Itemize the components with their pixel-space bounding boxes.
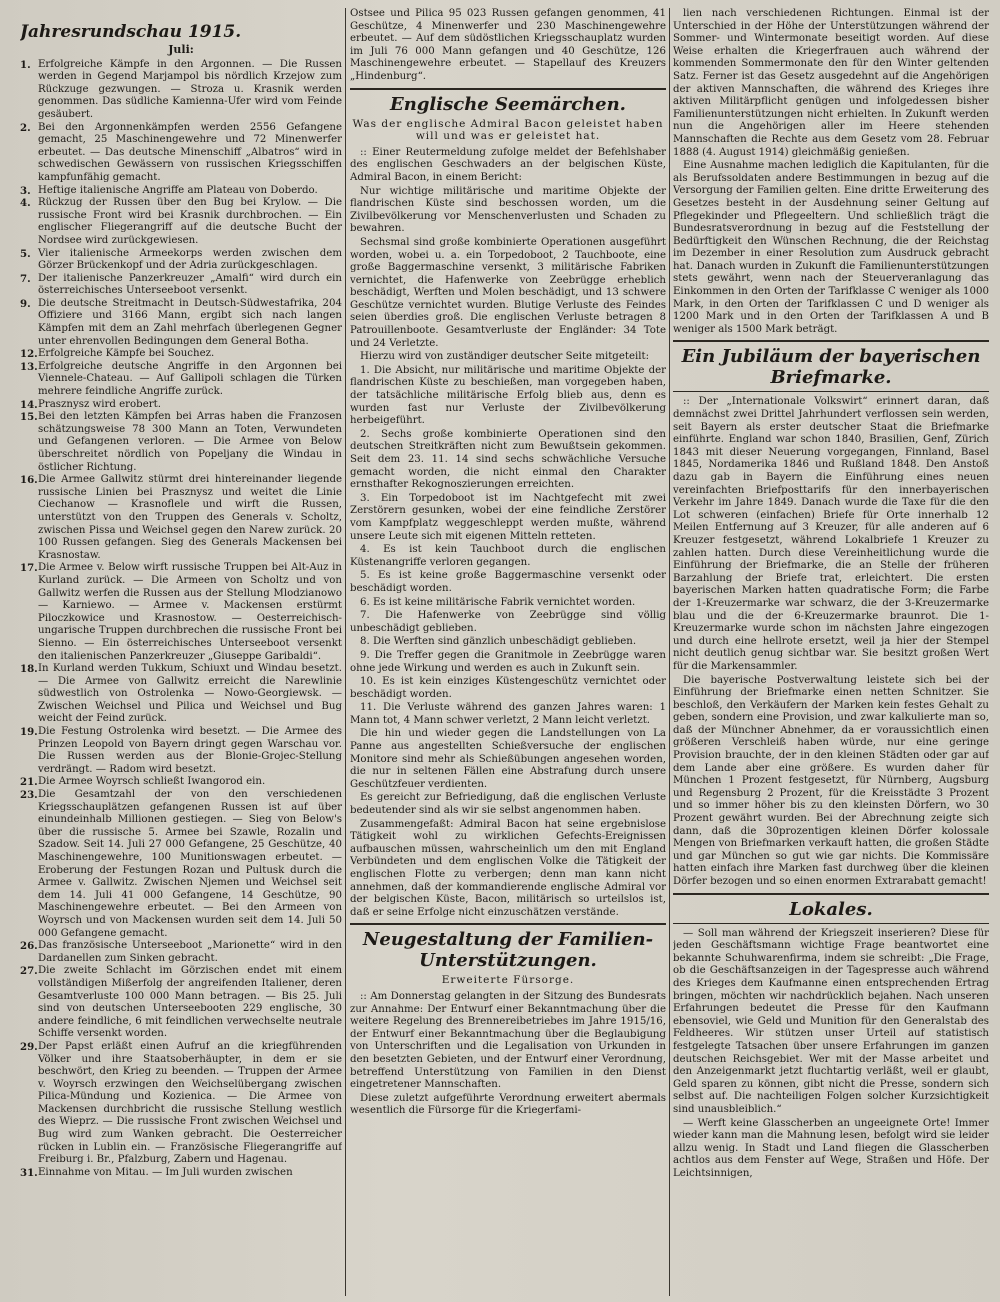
paragraph: 11. Die Verluste während des ganzen Jahres waren: 1 Mann tot, 4 Mann schwer verletzt, 2 Mann leicht verletzt. bbox=[350, 702, 666, 726]
subheadline: Erweiterte Fürsorge. bbox=[441, 974, 575, 987]
chronicle-item bbox=[20, 273, 342, 298]
chronicle-item bbox=[20, 940, 342, 965]
section-divider bbox=[350, 923, 666, 925]
paragraph: 8. Die Werften sind gänzlich unbeschädigt geblieben. bbox=[360, 636, 637, 648]
section-divider bbox=[673, 391, 989, 392]
section-divider bbox=[673, 340, 989, 342]
paragraph: :: Der „Internationale Volkswirt“ erinnert daran, daß demnächst zwei Drittel Jahrhundert verflossen sein werden, seit Bayern als erster deutscher Staat die Briefmarke einführte. England war schon 1840, Brasilien, Genf, Zürich 1843 mit dieser Neuerung vorgegangen, Finnland, Basel 1845, Nordamerika 1846 und Rußland 1848. Den Anstoß dazu gab in Bayern die Einführung eines neuen vereinfachten Briefposttarifs für den innerbayerischen Verkehr im Jahre 1849. Danach wurde die Taxe für die den Lot schweren (einfachen) Briefe für Orte innerhalb 12 Meilen Entfernung auf 3 Kreuzer, für alle anderen auf 6 Kreuzer festgesetzt, während Lokalbriefe 1 Kreuzer zu zahlen hatten. Durch diese Vereinheitlichung wurde die Einführung der Briefmarke, die an Stelle der früheren Barzahlung der Briefe trat, erleichtert. Die ersten bayerischen Marken hatten quadratische Form; die Farbe der 1-Kreuzermarke war schwarz, die der 3-Kreuzermarke blau und die der 6-Kreuzermarke braunrot. Die 1-Kreuzermarke wurde schon im nächsten Jahre eingezogen und durch eine hellrote ersetzt, weil ja hier der Stempel nicht deutlich genug sichtbar war. Sie besitzt großen Wert für die Markensammler. bbox=[673, 396, 989, 672]
chronicle-item bbox=[20, 122, 342, 185]
chronicle-item bbox=[20, 965, 342, 1041]
item-number: 17. bbox=[20, 562, 38, 575]
column-right bbox=[673, 8, 989, 1296]
paragraph: Nur wichtige militärische und maritime Objekte der flandrischen Küste sind beschossen worden, um die Zivilbevölkerung vor Menschenverlusten und Schaden zu bewahren. bbox=[350, 185, 666, 235]
paragraph: — Soll man während der Kriegszeit inserieren? Diese für jeden Geschäftsmann wichtige Frage beantwortet eine bekannte Schuhwarenfirma, indem sie schreibt: „Die Frage, ob die Geschäftsanzeigen in der Tagespresse auch während des Krieges dem Kaufmanne einen entsprechenden Ertrag bringen, möchten wir nachdrücklich bejahen. Nach unseren Erfahrungen bedeutet die Presse für den Kaufmann ebensoviel, wie Geld und Munition für den Generalstab des Feldheeres. Wir stützen unser Urteil auf statistisch festgelegte Tatsachen über unsere Erfahrungen im ganzen deutschen Reichsgebiet. Wer mit der Masse arbeitet und den Anzeigenmarkt jetzt fluchtartig verläßt, weil er glaubt, Geld sparen zu können, gibt nicht die Presse, sondern sich selbst auf. Die nachteiligen Folgen solcher Kurzsichtigkeit sind unausbleiblich.“ bbox=[673, 927, 989, 1115]
item-number: 23. bbox=[20, 789, 38, 802]
article-body bbox=[673, 928, 989, 1181]
chronicle-item bbox=[20, 197, 342, 247]
item-number: 21. bbox=[20, 776, 38, 789]
item-number: 2. bbox=[20, 121, 31, 134]
item-text: Die Armee v. Below wirft russische Truppen bei Alt-Auz in Kurland zurück. — Die Armeen von Scholtz und von Gallwitz werfen die Russen aus der Stellung Mlodzianowo — Karniewo. — Armee v. Mackensen erstürmt Piloczkowice und Krasnostow. — Oesterreichisch-ungarische Truppen durchbrechen die russische Front bei Sienno. — Ein österreichisches Unterseeboot versenkt den italienischen Panzerkreuzer „Giuseppe Garibaldi“. bbox=[38, 562, 342, 662]
item-number: 27. bbox=[20, 965, 38, 978]
item-text: Die deutsche Streitmacht in Deutsch-Südwestafrika, 204 Offiziere und 3166 Mann, ergibt sich nach langen Kämpfen mit dem an Zahl mehrfach überlegenen Gegner unter ehrenvollen Bedingungen dem General Botha. bbox=[38, 297, 342, 347]
chronicle-item bbox=[20, 348, 342, 361]
item-text: Die zweite Schlacht im Görzischen endet mit einem vollständigen Mißerfolg der angreifenden Italiener, deren Gesamtverluste 100 000 Mann betragen. — Bis 25. Juli sind von deutschen Unterseebooten 229 englische, 30 andere feindliche, 6 mit feindlichen verwechselte neutrale Schiffe versenkt worden. bbox=[38, 965, 342, 1040]
paragraph: Sechsmal sind große kombinierte Operationen ausgeführt worden, wobei u. a. ein Torpedoboot, 2 Tauchboote, eine große Baggermaschine versenkt, 3 militärische Fabriken vernichtet, die Hafenwerke von Zeebrügge erheblich beschädigt, Werften und Molen beschädigt, und 13 schwere Geschütze vernichtet wurden. Blutige Verluste des Feindes seien überdies groß. Die englischen Verluste betragen 8 Patrouillenboote. Gesamtverluste der Engländer: 34 Tote und 24 Verletzte. bbox=[350, 236, 666, 349]
item-text: Rückzug der Russen über den Bug bei Krylow. — Die russische Front wird bei Krasnik durchbrochen. — Ein englischer Fliegerangriff auf die deutsche Bucht der Nordsee wird zurückgewiesen. bbox=[38, 197, 342, 246]
item-text: Heftige italienische Angriffe am Plateau von Doberdo. bbox=[38, 184, 318, 196]
item-text: Die Festung Ostrolenka wird besetzt. — Die Armee des Prinzen Leopold von Bayern dringt gegen Warschau vor. Die Russen werden aus der Blonie-Grojec-Stellung verdrängt. — Radom wird besetzt. bbox=[38, 726, 342, 775]
paragraph: Es gereicht zur Befriedigung, daß die englischen Verluste bedeutender sind als wir sie selbst angenommen haben. bbox=[350, 792, 666, 817]
headline-englische-seemaerchen: Englische Seemärchen. bbox=[390, 93, 626, 115]
paragraph: 7. Die Hafenwerke von Zeebrügge sind völlig unbeschädigt geblieben. bbox=[350, 610, 666, 634]
item-number: 7. bbox=[20, 272, 31, 285]
item-number: 18. bbox=[20, 663, 38, 676]
column-middle bbox=[350, 8, 666, 1296]
item-number: 31. bbox=[20, 1166, 38, 1179]
chronicle-item bbox=[20, 361, 342, 399]
paragraph: Diese zuletzt aufgeführte Verordnung erweitert abermals wesentlich die Fürsorge für die Kriegerfami- bbox=[350, 1092, 666, 1117]
paragraph: 4. Es ist kein Tauchboot durch die englischen Küstenangriffe verloren gegangen. bbox=[350, 544, 666, 568]
article-body bbox=[350, 147, 666, 920]
chronicle-item bbox=[20, 726, 342, 776]
item-text: Das französische Unterseeboot „Marionette“ wird in den Dardanellen zum Sinken gebracht. bbox=[38, 940, 342, 964]
item-number: 5. bbox=[20, 247, 31, 260]
item-number: 9. bbox=[20, 297, 31, 310]
column-left bbox=[20, 8, 342, 1296]
item-number: 3. bbox=[20, 184, 31, 197]
item-number: 29. bbox=[20, 1040, 38, 1053]
item-number: 1. bbox=[20, 58, 31, 71]
item-text: Der Papst erläßt einen Aufruf an die kriegführenden Völker und ihre Staatsoberhäupter, in dem er sie beschwört, den Krieg zu beenden. — Truppen der Armee v. Woyrsch erzwingen den Weichselübergang zwischen Pilica-Mündung und Kozienica. — Die Armee von Mackensen durchbricht die russische Stellung westlich des Wieprz. — Die russische Front zwischen Weichsel und Bug wird zum Wanken gebracht. Die Oesterreicher rücken in Lublin ein. — Französische Fliegerangriffe auf Freiburg i. Br., Pfalzburg, Zabern und Hagenau. bbox=[38, 1040, 342, 1166]
paragraph: 5. Es ist keine große Baggermaschine versenkt oder beschädigt worden. bbox=[350, 570, 666, 594]
item-number: 12. bbox=[20, 348, 38, 361]
item-number: 19. bbox=[20, 726, 38, 739]
paragraph: Die hin und wieder gegen die Landstellungen von La Panne aus angestellten Schießversuche der englischen Monitore sind mehr als Schießübungen angesehen worden, die nur in seltenen Fällen eine Abstrafung durch unsere Geschützfeuer verdienten. bbox=[350, 728, 666, 790]
item-text: Erfolgreiche Kämpfe bei Souchez. bbox=[38, 348, 215, 360]
item-text: Die Gesamtzahl der von den verschiedenen Kriegsschauplätzen gefangenen Russen ist auf über einundeinhalb Millionen gestiegen. — Sieg von Below's über die russische 5. Armee bei Szawle, Rozalin und Szadow. Seit 14. Juli 27 000 Gefangene, 25 Geschütze, 40 Maschinengewehre, 100 Munitionswagen erbeutet. — Eroberung der Festungen Rozan und Pultusk durch die Armee v. Gallwitz. Zwischen Njemen und Weichsel seit dem 14. Juli 41 000 Gefangene, 14 Geschütze, 90 Maschinengewehre erbeutet. — Bei den Armeen von Woyrsch und von Mackensen wurden seit dem 14. Juli 50 000 Gefangene gemacht. bbox=[38, 789, 342, 939]
item-text: Einnahme von Mitau. — Im Juli wurden zwischen bbox=[38, 1166, 293, 1178]
item-text: Erfolgreiche Kämpfe in den Argonnen. — Die Russen werden in Gegend Marjampol bis nördlich Krzejow zum Rückzuge gezwungen. — Stroza u. Krasnik werden genommen. Das südliche Kamienna-Ufer wird vom Feinde gesäubert. bbox=[38, 58, 342, 120]
item-text: Die Armee Gallwitz stürmt drei hintereinander liegende russische Linien bei Prasznysz und weitet die Linie Ciechanow — Krasnoflele und wirft die Russen, unterstützt von den Truppen des Generals v. Scholtz, zwischen Pissa und Weichsel gegen den Narew zurück. 20 100 Russen gefangen. Sieg des Generals Mackensen bei Krasnostaw. bbox=[38, 474, 342, 561]
section-divider bbox=[673, 923, 989, 924]
item-text: Der italienische Panzerkreuzer „Amalfi“ wird durch ein österreichisches Unterseeboot versenkt. bbox=[38, 272, 342, 297]
chronicle-item bbox=[20, 776, 342, 789]
article-body bbox=[673, 396, 989, 888]
item-text: Bei den Argonnenkämpfen werden 2556 Gefangene gemacht, 25 Maschinengewehre und 72 Minenwerfer erbeutet. — Das deutsche Minenschiff „Albatros“ wird in schwedischen Gewässern von russischen Kriegsschiffen kampfunfähig gemacht. bbox=[38, 121, 342, 183]
paragraph: Zusammengefaßt: Admiral Bacon hat seine ergebnislose Tätigkeit wohl zu wirklichen Gefechts-Ereignissen aufbauschen müssen, wahrscheinlich um den mit England Verbündeten und dem englischen Volke die Tätigkeit der englischen Flotte zu verbergen; denn man kann nicht annehmen, daß der kommandierende englische Admiral vor der belgischen Küste, Bacon, militärisch so urteilslos ist, daß er seine Erfolge nicht einzuschätzen verstände. bbox=[350, 818, 666, 918]
subheadline: Was der englische Admiral Bacon geleistet haben will und was er geleistet hat. bbox=[352, 117, 664, 143]
item-number: 4. bbox=[20, 197, 31, 210]
month-heading: Juli: bbox=[168, 43, 194, 56]
paragraph: Eine Ausnahme machen lediglich die Kapitulanten, für die als Berufssoldaten andere Bestimmungen in bezug auf die Versorgung der Familien gelten. Eine dritte Erweiterung des Gesetzes besteht in der Ausdehnung seiner Geltung auf Pflegekinder und Pflegeeltern. Und schließlich trägt die Bundesratsverordnung in bezug auf die Feststellung der Bedürftigkeit den Wünschen Rechnung, die der Reichstag im Dezember in einer Resolution zum Ausdruck gebracht hat. Danach wurden in Zukunft die Familienunterstützungen stets gewährt, wenn nach der Steuerveranlagung das Einkommen in den Orten der Tarifklasse C weniger als 1000 Mark, in den Orten der Tarifklassen C und D weniger als 1200 Mark und in den Orten der Tarifklassen A und B weniger als 1500 Mark beträgt. bbox=[673, 160, 989, 335]
item-number: 16. bbox=[20, 474, 38, 487]
item-text: Bei den letzten Kämpfen bei Arras haben die Franzosen schätzungsweise 78 300 Mann an Toten, Verwundeten und Gefangenen verloren. — Die Armee von Below überschreitet nördlich von Popeljany die Windau in östlicher Richtung. bbox=[38, 411, 342, 473]
chronicle-item bbox=[20, 1167, 342, 1180]
chronicle-item bbox=[20, 789, 342, 940]
paragraph: 1. Die Absicht, nur militärische und maritime Objekte der flandrischen Küste zu beschießen, man vorgegeben haben, der tatsächliche militärische Erfolg blieb aus, denn es wurden fast nur Verluste der Zivilbevölkerung herbeigeführt. bbox=[350, 364, 666, 427]
paragraph: 10. Es ist kein einziges Küstengeschütz vernichtet oder beschädigt worden. bbox=[350, 676, 666, 700]
item-text: In Kurland werden Tukkum, Schiuxt und Windau besetzt. — Die Armee von Gallwitz erreicht die Narewlinie südwestlich von Ostrolenka — Nowo-Georgiewsk. — Zwischen Weichsel und Pilica und Weichsel und Bug weicht der Feind zurück. bbox=[38, 663, 342, 725]
chronicle-item bbox=[20, 399, 342, 412]
paragraph: lien nach verschiedenen Richtungen. Einmal ist der Unterschied in der Höhe der Unterstützungen während der Sommer- und Wintermonate beseitigt worden. Auf diese Weise erhalten die Kriegerfrauen auch während der kommenden Sommermonate den für den Winter geltenden Satz. Ferner ist das Gesetz ausgedehnt auf die Angehörigen der aktiven Mannschaften, die während des Krieges ihre aktiven Militärpflicht genügen und infolgedessen bisher Familienunterstützungen nicht erhielten. In Zukunft werden nun die Angehörigen aller im Heere stehenden Mannschaften die Rechte aus dem Gesetz vom 28. Februar 1888 (4. August 1914) gleichmäßig genießen. bbox=[673, 8, 989, 158]
item-number: 26. bbox=[20, 940, 38, 953]
chronicle-item bbox=[20, 1041, 342, 1167]
paragraph: Die bayerische Postverwaltung leistete sich bei der Einführung der Briefmarke einen netten Schnitzer. Sie beschloß, den Verkäufern der Marken kein festes Gehalt zu geben, sondern eine Provision, und zwar kalkulierte man so, daß der Münchner Abnehmer, da er voraussichtlich einen größeren Verschleiß haben würde, nur eine geringe Provision brauchte, der in den kleinen Städten oder gar auf dem Lande aber eine größere. Es wurden daher für München 1 Prozent festgesetzt, für Nürnberg, Augsburg und Regensburg 2 Prozent, für die Kreisstädte 3 Prozent und so immer höher bis zu den kleinsten Dörfern, wo 30 Prozent gewährt wurden. Bei der Abrechnung zeigte sich dann, daß die 30prozentigen kleinen Dörfer kolossale Mengen von Briefmarken verkauft hatten, die großen Städte und gar München so gut wie gar nichts. Die Kommissäre hatten einfach ihre Marken fast durchweg über die kleinen Dörfer bezogen und so einen enormen Extrarabatt gemacht! bbox=[673, 674, 989, 887]
article-body bbox=[673, 8, 989, 336]
headline-jahresrundschau: Jahresrundschau 1915. bbox=[20, 22, 242, 42]
section-divider bbox=[350, 88, 666, 90]
chronicle-item bbox=[20, 185, 342, 198]
chronicle-item bbox=[20, 663, 342, 726]
item-text: Vier italienische Armeekorps werden zwischen dem Görzer Brückenkopf und der Adria zurückgeschlagen. bbox=[38, 247, 342, 272]
item-text: Die Armee Woyrsch schließt Iwangorod ein. bbox=[38, 776, 266, 788]
chronicle-item bbox=[20, 59, 342, 122]
column-rule bbox=[345, 8, 346, 1296]
chronicle-item bbox=[20, 474, 342, 562]
item-number: 13. bbox=[20, 360, 38, 373]
paragraph: 9. Die Treffer gegen die Granitmole in Zeebrügge waren ohne jede Wirkung und werden es auch in Zukunft sein. bbox=[350, 649, 666, 674]
chronicle-item bbox=[20, 298, 342, 348]
article-body bbox=[350, 991, 666, 1118]
column-rule bbox=[669, 8, 670, 1296]
continued-paragraph: Ostsee und Pilica 95 023 Russen gefangen genommen, 41 Geschütze, 4 Minenwerfer und 230 Maschinengewehre erbeutet. — Auf dem südöstlichen Kriegsschauplatz wurden im Juli 76 000 Mann gefangen und 40 Geschütze, 126 Maschinengewehre erbeutet. — Stapellauf des Kreuzers „Hindenburg“. bbox=[350, 8, 666, 82]
section-divider bbox=[673, 893, 989, 895]
paragraph: 6. Es ist keine militärische Fabrik vernichtet worden. bbox=[360, 596, 636, 608]
paragraph: Hierzu wird von zuständiger deutscher Seite mitgeteilt: bbox=[360, 351, 650, 363]
chronicle-item bbox=[20, 562, 342, 663]
item-number: 15. bbox=[20, 411, 38, 424]
chronicle-list bbox=[20, 59, 342, 1180]
item-text: Erfolgreiche deutsche Angriffe in den Argonnen bei Viennele-Chateau. — Auf Gallipoli schlagen die Türken mehrere feindliche Angriffe zurück. bbox=[38, 360, 342, 398]
chronicle-item bbox=[20, 411, 342, 474]
paragraph: :: Am Donnerstag gelangten in der Sitzung des Bundesrats zur Annahme: Der Entwurf einer Bekanntmachung über die weitere Regelung des Brennereibetriebes im Jahre 1915/16, der Entwurf einer Bekanntmachung über die Beglaubigung von Unterschriften und die Legalisation von Urkunden in den besetzten Gebieten, und der Entwurf einer Verordnung, betreffend Unterstützung von Familien in den Dienst eingetretener Mannschaften. bbox=[350, 990, 666, 1091]
headline-lokales: Lokales. bbox=[789, 898, 873, 920]
headline-jubilaeum-briefmarke: Ein Jubiläum der bayerischen Briefmarke. bbox=[681, 346, 981, 389]
paragraph: 3. Ein Torpedoboot ist im Nachtgefecht mit zwei Zerstörern gesunken, wobei der eine feindliche Zerstörer vom Kampfplatz weggeschleppt werden mußte, während unsere Leute sich mit eigenen Mitteln retteten. bbox=[350, 492, 666, 542]
chronicle-item bbox=[20, 248, 342, 273]
paragraph: 2. Sechs große kombinierte Operationen sind den deutschen Streitkräften nicht zum Bewußtsein gekommen. Seit dem 23. 11. 14 sind sechs schwächliche Versuche gemacht worden, die nicht einmal den Charakter ernsthafter Rekognoszierungen erreichten. bbox=[350, 428, 666, 491]
item-text: Prasznysz wird erobert. bbox=[38, 398, 161, 410]
paragraph: — Werft keine Glasscherben an ungeeignete Orte! Immer wieder kann man die Mahnung lesen, befolgt wird sie leider allzu wenig. In Stadt und Land fliegen die Glasscherben achtlos aus dem Fenster auf Wege, Straßen und Höfe. Der Leichtsinnigen, bbox=[673, 1117, 989, 1179]
headline-familien-unterstuetzungen: Neugestaltung der Familien-Unterstützungen. bbox=[362, 929, 654, 972]
item-number: 14. bbox=[20, 398, 38, 411]
paragraph: :: Einer Reutermeldung zufolge meldet der Befehlshaber des englischen Geschwaders an der belgischen Küste, Admiral Bacon, in einem Bericht: bbox=[350, 146, 666, 183]
